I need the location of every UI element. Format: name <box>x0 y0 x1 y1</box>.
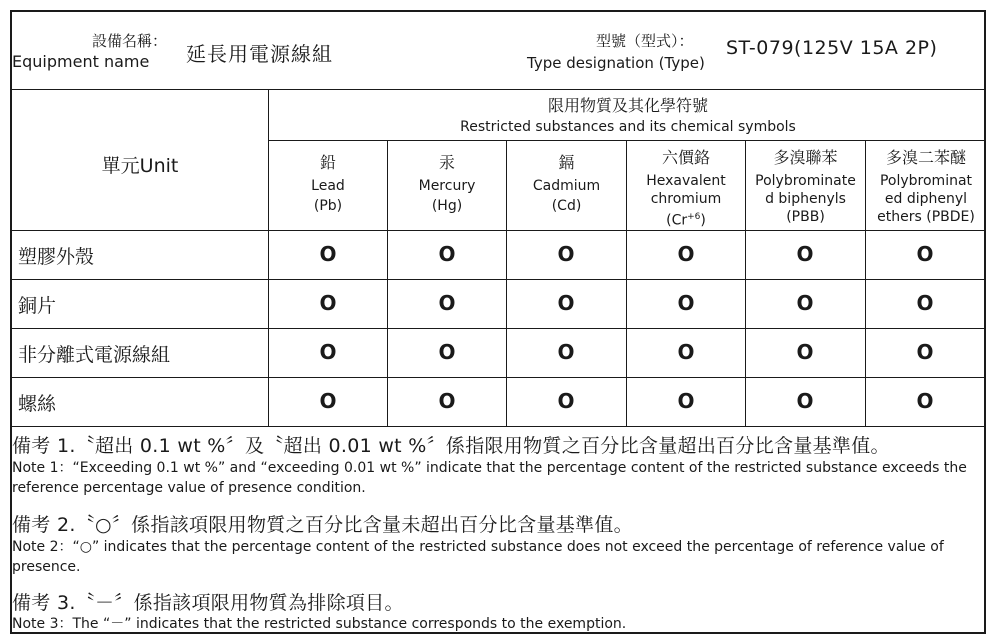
note-1-en: Note 1：“Exceeding 0.1 wt %” and “exceeding 0.01 wt %” indicate that the percentage content of the restricted substance exceeds the reference percentage value of presence condition. <box>12 460 967 496</box>
note-3-en: Note 3：The “－” indicates that the restricted substance corresponds to the exemption. <box>12 616 627 632</box>
column-zh: 鉛 <box>319 153 336 172</box>
column-header-pbb <box>746 146 865 230</box>
compliance-mark: O <box>916 242 934 266</box>
note-2-en: Note 2：“○” indicates that the percentage content of the restricted substance does not exceed the percentage of reference value of presence. <box>12 539 944 575</box>
compliance-mark: O <box>319 389 337 413</box>
compliance-mark: O <box>796 389 814 413</box>
type-designation-value: ST-079(125V 15A 2P) <box>726 37 938 59</box>
compliance-mark: O <box>319 242 337 266</box>
row-divider-1 <box>10 279 986 280</box>
substance-title-divider <box>268 140 986 141</box>
compliance-mark: O <box>319 340 337 364</box>
notes-divider <box>10 426 986 427</box>
compliance-mark: O <box>916 291 934 315</box>
compliance-mark: O <box>319 291 337 315</box>
unit-column-header: 單元Unit <box>101 155 179 177</box>
compliance-mark: O <box>438 242 456 266</box>
column-zh: 多溴二苯醚 <box>885 148 966 167</box>
compliance-mark: O <box>438 340 456 364</box>
compliance-mark: O <box>557 389 575 413</box>
column-zh: 汞 <box>438 153 455 172</box>
equipment-name-label-zh: 設備名稱： <box>92 32 168 50</box>
note-3-zh: 備考 3.〝－〞係指該項限用物質為排除項目。 <box>12 592 404 614</box>
note-1-zh: 備考 1.〝超出 0.1 wt %〞及〝超出 0.01 wt %〞係指限用物質之百分比含量超出百分比含量基準值。 <box>12 435 890 457</box>
column-header-divider <box>10 230 986 231</box>
restricted-substances-title-zh: 限用物質及其化學符號 <box>547 96 708 115</box>
equipment-name-value: 延長用電源線組 <box>186 42 333 66</box>
compliance-mark: O <box>796 340 814 364</box>
compliance-mark: O <box>557 340 575 364</box>
column-en: Mercury (Hg) <box>418 178 476 214</box>
column-header-pbde <box>866 146 986 230</box>
column-header-lead <box>269 146 387 230</box>
column-header-cadmium <box>507 146 626 230</box>
column-en: Cadmium (Cd) <box>532 178 601 214</box>
column-en: Polybrominate d biphenyls (PBB) <box>755 173 856 225</box>
type-designation-label-en: Type designation (Type) <box>527 54 705 72</box>
compliance-mark: O <box>677 340 695 364</box>
compliance-mark: O <box>677 291 695 315</box>
note-2-zh: 備考 2.〝○〞係指該項限用物質之百分比含量未超出百分比含量基準值。 <box>12 514 633 536</box>
column-zh: 鎘 <box>558 153 575 172</box>
compliance-mark: O <box>557 291 575 315</box>
column-header-hexavalent-chromium <box>627 146 745 230</box>
row-label-screw: 螺絲 <box>18 393 57 415</box>
compliance-mark: O <box>916 340 934 364</box>
row-label-power-cord-set: 非分離式電源線組 <box>18 344 171 366</box>
compliance-mark: O <box>677 242 695 266</box>
compliance-mark: O <box>916 389 934 413</box>
compliance-mark: O <box>677 389 695 413</box>
column-header-mercury <box>388 146 506 230</box>
compliance-mark: O <box>438 291 456 315</box>
row-divider-2 <box>10 328 986 329</box>
type-designation-label-zh: 型號（型式）： <box>596 32 694 50</box>
compliance-mark: O <box>796 291 814 315</box>
row-label-plastic-housing: 塑膠外殼 <box>18 246 95 268</box>
column-en: Polybrominat ed diphenyl ethers (PBDE) <box>877 173 975 225</box>
column-en: Hexavalent chromium $(Cr^{+6})$ <box>646 173 726 229</box>
restricted-substances-title-en: Restricted substances and its chemical symbols <box>460 119 796 135</box>
column-zh: 六價鉻 <box>661 148 710 167</box>
header-divider <box>10 89 986 90</box>
column-zh: 多溴聯苯 <box>773 148 838 167</box>
compliance-mark: O <box>557 242 575 266</box>
equipment-name-label-en: Equipment name <box>12 52 150 71</box>
compliance-mark: O <box>796 242 814 266</box>
row-label-copper-sheet: 銅片 <box>18 295 57 317</box>
compliance-mark: O <box>438 389 456 413</box>
row-divider-3 <box>10 377 986 378</box>
column-en: Lead (Pb) <box>311 178 345 214</box>
